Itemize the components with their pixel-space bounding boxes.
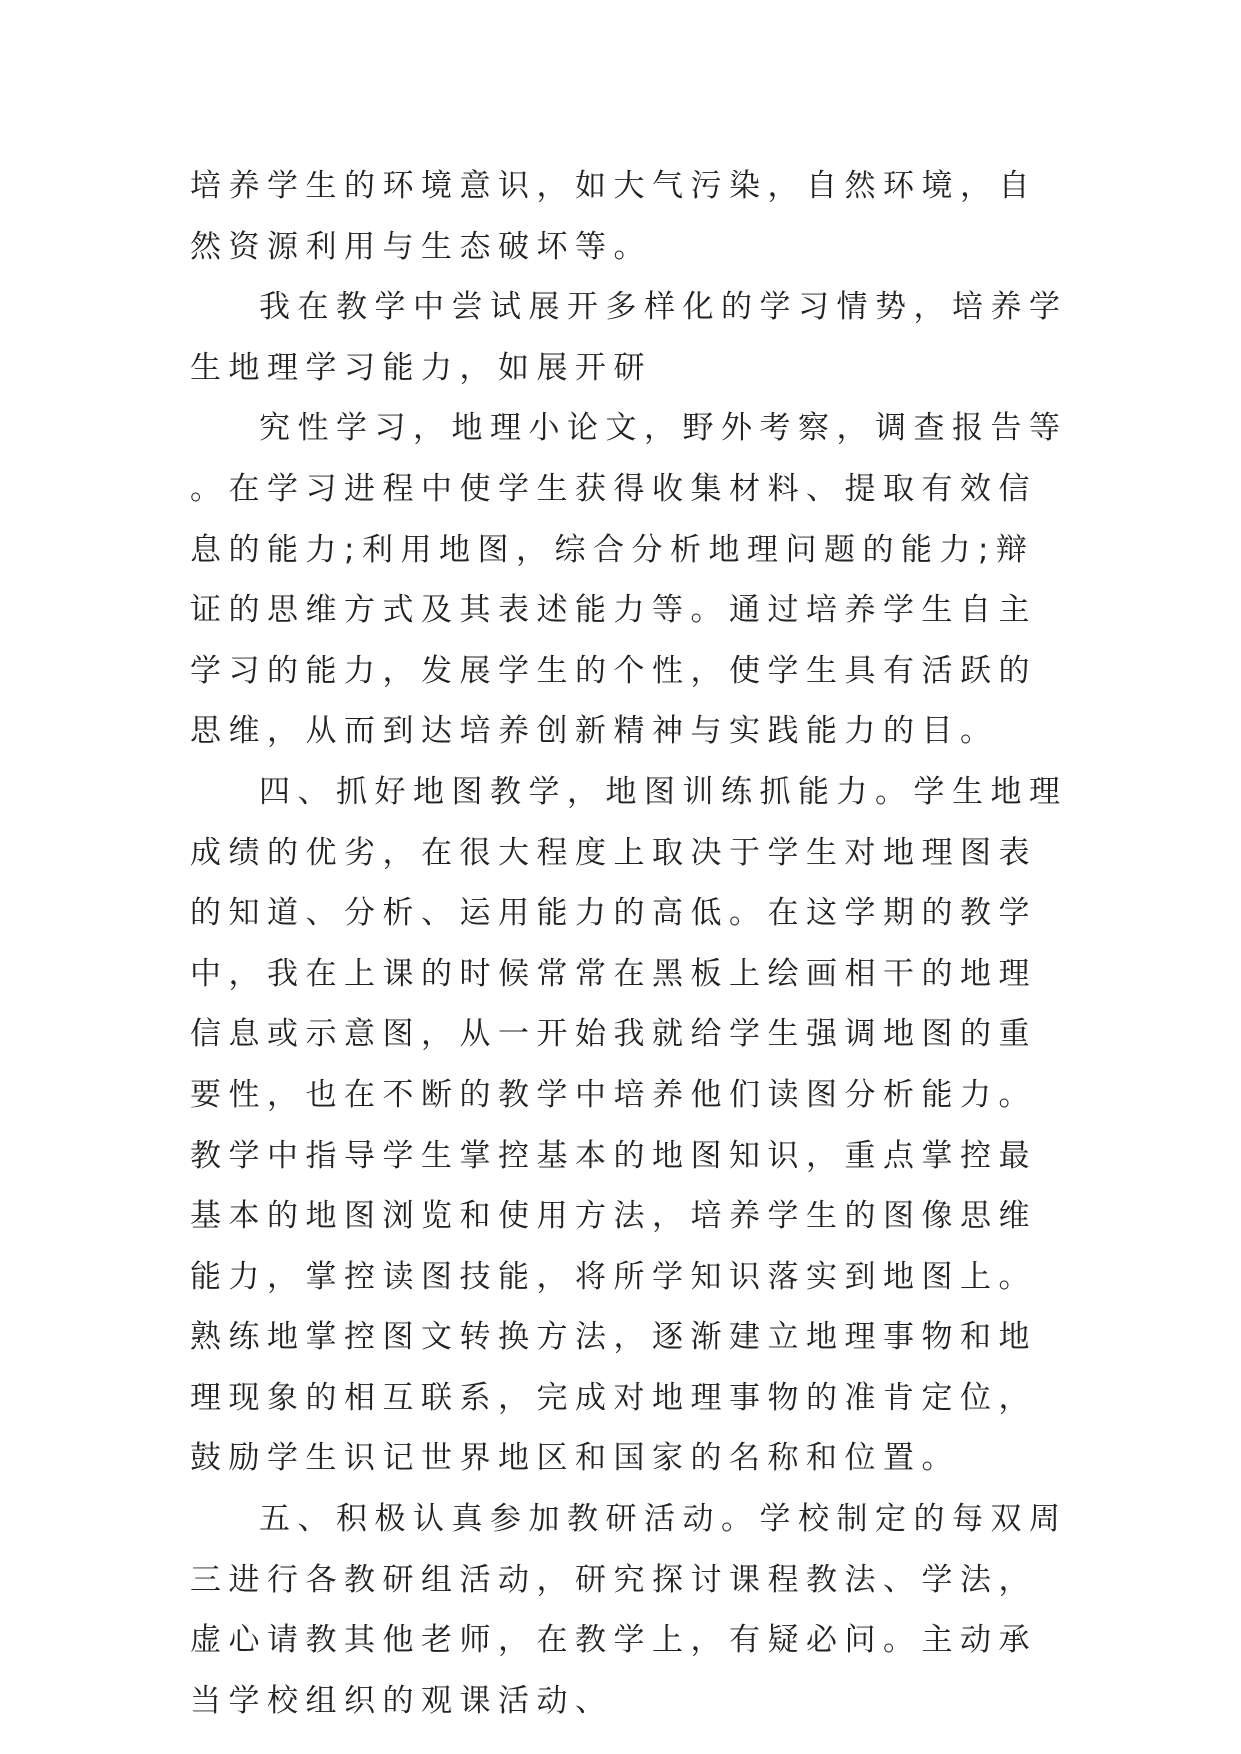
document-body xyxy=(190,156,1070,1731)
paragraph-map-teaching: 四、抓好地图教学，地图训练抓能力。学生地理成绩的优劣，在很大程度上取决于学生对地理图表的知道、分析、运用能力的高低。在这学期的教学中，我在上课的时候常常在黑板上绘画相干的地理信息或示意图，从一开始我就给学生强调地图的重要性，也在不断的教学中培养他们读图分析能力。教学中指导学生掌控基本的地图知识，重点掌控最基本的地图浏览和使用方法，培养学生的图像思维能力，掌控读图技能，将所学知识落实到地图上。熟练地掌控图文转换方法，逐渐建立地理事物和地理现象的相互联系，完成对地理事物的准肯定位，鼓励学生识记世界地区和国家的名称和位置。 xyxy=(190,773,1068,1477)
paragraph-diverse-learning: 我在教学中尝试展开多样化的学习情势，培养学生地理学习能力，如展开研 xyxy=(190,289,1068,386)
paragraph-teaching-research: 五、积极认真参加教研活动。学校制定的每双周三进行各教研组活动，研究探讨课程教法、学法，虚心请教其他老师，在教学上，有疑必问。主动承当学校组织的观课活动、 xyxy=(190,1501,1068,1719)
paragraph-environment-awareness: 培养学生的环境意识，如大气污染，自然环境，自然资源利用与生态破坏等。 xyxy=(190,168,1037,265)
paragraph-research-learning: 究性学习，地理小论文，野外考察，调查报告等。在学习进程中使学生获得收集材料、提取有效信息的能力;利用地图，综合分析地理问题的能力;辩证的思维方式及其表述能力等。通过培养学生自主学习的能力，发展学生的个性，使学生具有活跃的思维，从而到达培养创新精神与实践能力的目。 xyxy=(190,410,1068,750)
